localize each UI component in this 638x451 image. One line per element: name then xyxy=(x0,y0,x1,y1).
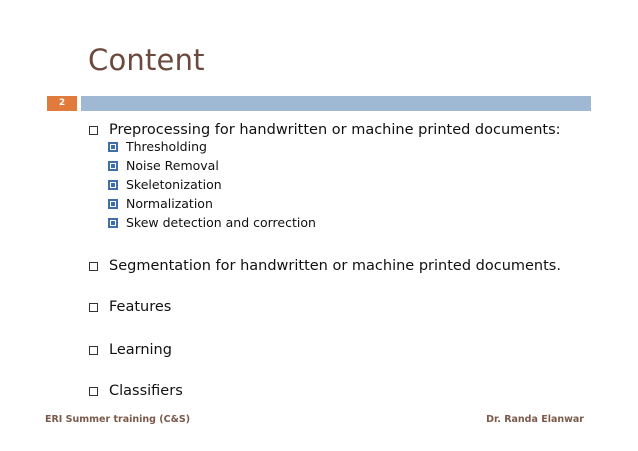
bullet-text: Learning xyxy=(109,342,172,358)
square-bullet-icon xyxy=(89,126,98,135)
slide-number-badge: 2 xyxy=(47,96,77,111)
slide-title: Content xyxy=(88,43,205,77)
bullet-text: Features xyxy=(109,299,172,315)
bullet-classifiers xyxy=(89,383,183,399)
sub-bullet-skeletonization xyxy=(108,177,222,192)
bullet-learning xyxy=(89,342,172,358)
footer-author-label: Dr. Randa Elanwar xyxy=(486,414,584,425)
square-bullet-icon xyxy=(89,346,98,355)
footer-course-label: ERI Summer training (C&S) xyxy=(45,414,191,425)
sub-bullet-noise-removal xyxy=(108,158,219,173)
bullet-preprocessing xyxy=(89,122,561,138)
bullet-text: Classifiers xyxy=(109,383,183,399)
sub-bullet-skew-detection xyxy=(108,215,316,230)
bullet-segmentation xyxy=(89,258,561,274)
filled-square-bullet-icon xyxy=(108,180,118,190)
bullet-text: Segmentation for handwritten or machine printed documents. xyxy=(109,258,561,274)
sub-bullet-normalization xyxy=(108,196,213,211)
filled-square-bullet-icon xyxy=(108,142,118,152)
square-bullet-icon xyxy=(89,303,98,312)
bullet-features xyxy=(89,299,171,315)
filled-square-bullet-icon xyxy=(108,161,118,171)
square-bullet-icon xyxy=(89,262,98,271)
bullet-text: Preprocessing for handwritten or machine printed documents: xyxy=(109,122,561,138)
filled-square-bullet-icon xyxy=(108,218,118,228)
sub-bullet-text: Skeletonization xyxy=(126,177,222,192)
sub-bullet-text: Normalization xyxy=(126,196,213,211)
sub-bullet-text: Skew detection and correction xyxy=(126,215,316,230)
square-bullet-icon xyxy=(89,387,98,396)
sub-bullet-thresholding xyxy=(108,139,207,154)
filled-square-bullet-icon xyxy=(108,199,118,209)
sub-bullet-text: Thresholding xyxy=(126,139,207,154)
sub-bullet-text: Noise Removal xyxy=(126,158,219,173)
